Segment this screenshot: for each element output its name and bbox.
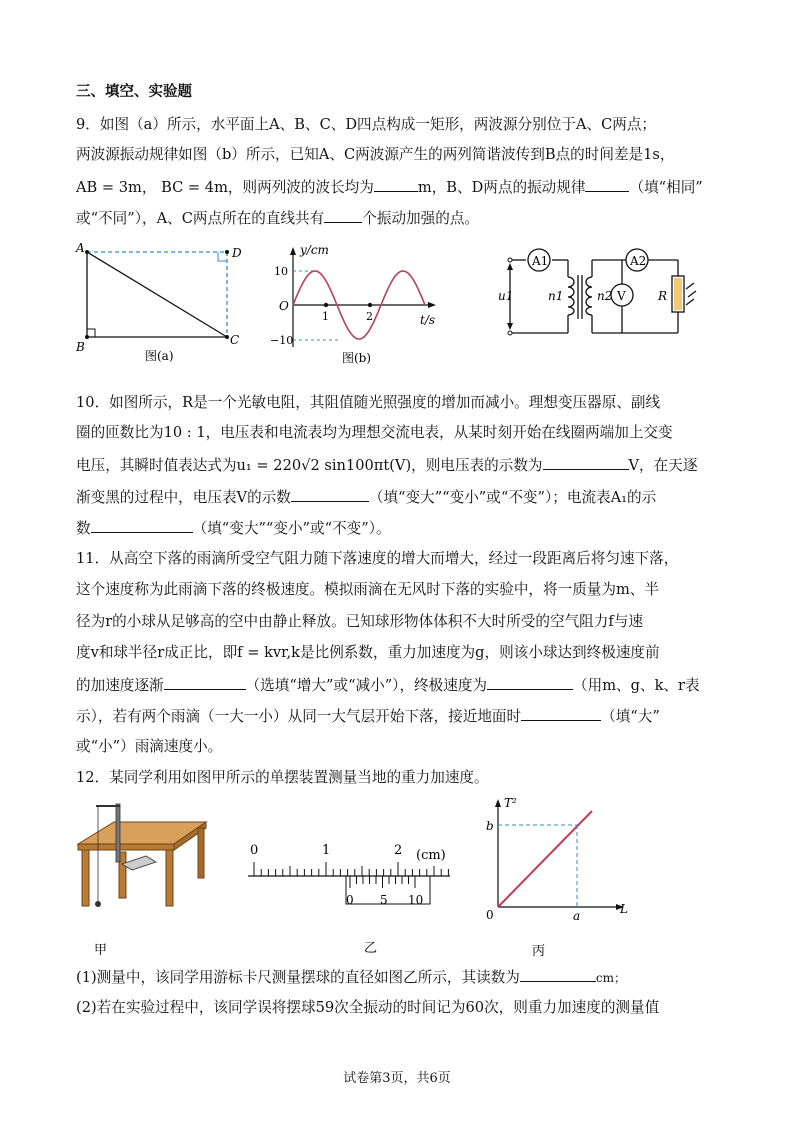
q12-sub2: (2)若在实验过程中，该同学误将摆球59次全振动的时间记为60次，则重力加速度的测量值 (76, 999, 660, 1016)
q10-blank-ammeter[interactable] (91, 518, 193, 533)
q11-blank-terminal-velocity[interactable] (487, 675, 573, 690)
q12-sub1 (76, 967, 626, 988)
q9-line3-a: AB = 3m， BC = 4m，则两列波的波长均为 (76, 179, 374, 196)
q11-line3: 径为r的小球从足够高的空中由静止释放。已知球形物体体积不大时所受的空气阻力f与速 (76, 613, 643, 630)
q9-blank-count[interactable] (324, 208, 362, 223)
q10-line1: 10．如图所示，R是一个光敏电阻，其阻值随光照强度的增加而减小。理想变压器原、副线 (76, 394, 661, 411)
y-min-label: −10 (270, 334, 294, 347)
y-label-T2: T² (504, 796, 517, 810)
label-u1: u1 (498, 289, 514, 303)
q10-line2: 圈的匝数比为10 : 1，电压表和电流表均为理想交流电表，从某时刻开始在线圈两端加上交变 (76, 424, 673, 441)
label-n2: n2 (597, 289, 613, 303)
q9-line3-b: m，B、D两点的振动规律 (417, 179, 586, 196)
tick-1: 1 (322, 310, 329, 323)
q11-blank-acceleration[interactable] (164, 675, 246, 690)
q11-line6-a: 示），若有两个雨滴（一大一小）从同一大气层开始下落，接近地面时 (76, 708, 522, 725)
q11-line5-c: （用m、g、k、r表 (573, 677, 700, 694)
q9-line2: 两波源振动规律如图（b）所示，已知A、C两波源产生的两列简谐波传到B点的时间差是1s， (76, 146, 675, 163)
q12-blank-diameter[interactable] (520, 967, 596, 982)
q11-line6 (76, 706, 660, 727)
figure-a-rectangle (70, 240, 250, 363)
origin-0: 0 (486, 908, 494, 922)
label-B: B (76, 340, 85, 354)
label-D: D (232, 246, 242, 260)
caption-bing: 丙 (532, 944, 546, 959)
q10-line4 (76, 487, 656, 508)
label-a: a (573, 909, 581, 923)
q9-line1: 9．如图（a）所示，水平面上A、B、C、D四点构成一矩形，两波源分别位于A、C两点； (76, 116, 657, 133)
label-n1: n1 (548, 289, 564, 303)
q11-line5-b: （选填“增大”或“减小”），终极速度为 (245, 677, 488, 694)
main-scale-0: 0 (250, 843, 259, 858)
transformer-circuit (498, 245, 708, 345)
q9-line4-b: 个振动加强的点。 (362, 210, 480, 227)
q10-line4-b: （填“变大”“变小”或“不变”）；电流表A₁的示 (368, 489, 657, 506)
caption-fig-a: 图(a) (145, 349, 174, 363)
q11-line2: 这个速度称为此雨滴下落的终极速度。模拟雨滴在无风时下落的实验中，将一质量为m、半 (76, 581, 659, 598)
label-C: C (230, 333, 240, 347)
section-title: 三、填空、实验题 (76, 84, 192, 100)
ammeter-A2: A2 (630, 254, 647, 268)
q9-blank-wavelength[interactable] (374, 177, 418, 192)
q10-blank-voltage[interactable] (543, 455, 629, 470)
q11-line7: 或“小”）雨滴速度小。 (76, 738, 223, 755)
label-R: R (658, 289, 668, 303)
vernier-10: 10 (408, 893, 424, 907)
tick-2: 2 (366, 310, 373, 323)
main-scale-1: 1 (322, 843, 331, 858)
q12-sub1-b: cm； (595, 971, 627, 985)
q12-line1: 12．某同学利用如图甲所示的单摆装置测量当地的重力加速度。 (76, 769, 489, 786)
q9-line4-a: 或“不同”），A、C两点所在的直线共有 (76, 210, 325, 227)
q12-sub1-a: (1)测量中，该同学用游标卡尺测量摆球的直径如图乙所示，其读数为 (76, 969, 520, 986)
q9-line3 (76, 177, 703, 198)
main-scale-ticks (254, 862, 448, 876)
page-footer: 试卷第3页，共6页 (343, 1071, 451, 1086)
q9-blank-bd[interactable] (585, 177, 629, 192)
q10-line5 (76, 518, 391, 539)
q11-line5 (76, 675, 700, 696)
q11-line1: 11．从高空下落的雨滴所受空气阻力随下落速度的增大而增大，经过一段距离后将匀速下落， (76, 550, 679, 567)
x-axis-label: t/s (420, 313, 436, 327)
x-label-L: L (620, 902, 628, 916)
q10-line4-a: 渐变黑的过程中，电压表V的示数 (76, 489, 291, 506)
vernier-scale-ticks (350, 876, 415, 888)
figure-yi-vernier (240, 838, 460, 958)
caption-yi: 乙 (364, 941, 378, 956)
vernier-0: 0 (346, 893, 354, 907)
q11-blank-raindrop[interactable] (521, 706, 601, 721)
q9-line4 (76, 208, 479, 229)
main-scale-2: 2 (394, 843, 403, 858)
y-max-label: 10 (274, 265, 288, 278)
caption-jia: 甲 (94, 943, 108, 958)
unit-label: (cm) (416, 848, 446, 863)
voltmeter-V: V (617, 289, 626, 303)
q10-line5-b: （填“变大”“变小”或“不变”）。 (192, 520, 391, 537)
figure-b-waveform (270, 242, 440, 367)
q11-line6-b: （填“大” (601, 708, 660, 725)
q11-line5-a: 的加速度逐渐 (76, 677, 164, 694)
label-A: A (76, 241, 85, 255)
label-b: b (486, 819, 494, 833)
vernier-5: 5 (380, 893, 388, 907)
q10-line5-a: 数 (76, 520, 91, 537)
q9-line3-c: （填“相同” (629, 179, 703, 196)
q10-blank-voltmeter[interactable] (291, 487, 369, 502)
ammeter-A1: A1 (532, 254, 549, 268)
q10-line3 (76, 455, 697, 476)
y-axis-label: y/cm (300, 243, 329, 257)
q10-line3-a: 电压，其瞬时值表达式为u₁ = 220√2 sin100πt(V)，则电压表的示数为 (76, 457, 543, 474)
q10-line3-b: V，在天逐 (628, 457, 698, 474)
caption-fig-b: 图(b) (342, 351, 372, 365)
q11-line4: 度v和球半径r成正比，即f = kvr,k是比例系数，重力加速度为g，则该小球达到终极速度前 (76, 644, 660, 661)
figure-bing-graph (480, 795, 640, 960)
origin-label: O (279, 299, 289, 313)
figure-jia-pendulum (74, 800, 214, 960)
